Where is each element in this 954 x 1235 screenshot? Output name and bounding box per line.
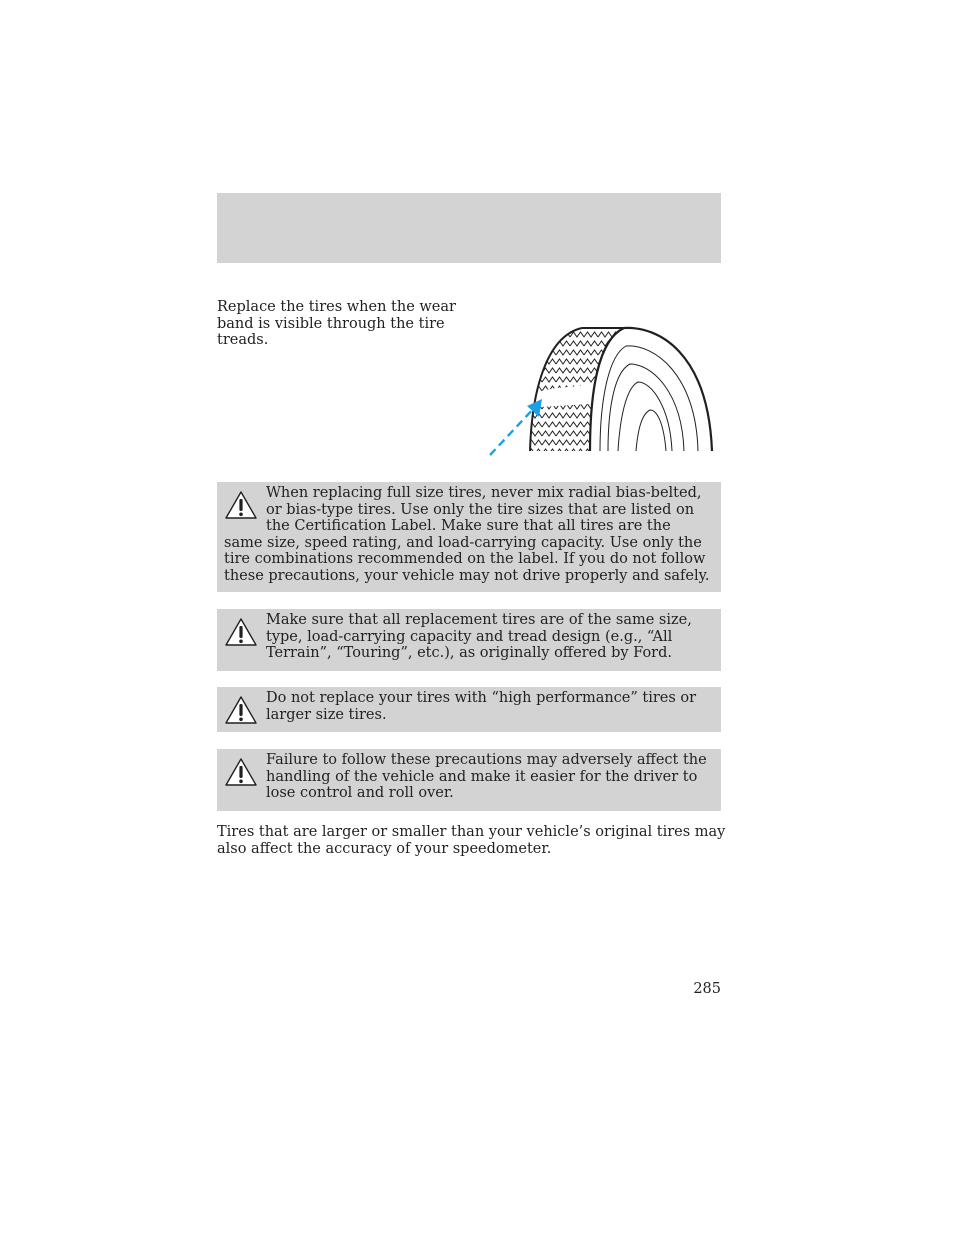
warning-text: Make sure that all replacement tires are of the same size, type, load-carrying capacity and tread design (e.g., “All Terrain”, “Touring”, etc.), as originally offered by Ford. [266, 612, 692, 662]
closing-paragraph: Tires that are larger or smaller than your vehicle’s original tires may also affect the accuracy of your speedometer. [217, 824, 726, 857]
page-number: 285 [693, 981, 721, 997]
warning-triangle-icon [224, 757, 258, 787]
warning-box-tire-mixing [217, 482, 721, 592]
intro-paragraph: Replace the tires when the wear band is visible through the tire treads. [217, 299, 456, 349]
warning-text: Do not replace your tires with “high performance” tires or larger size tires. [266, 690, 697, 723]
warning-box-high-performance [217, 687, 721, 732]
tire-wear-band-illustration [486, 322, 718, 458]
warning-box-handling [217, 749, 721, 811]
warning-triangle-icon [224, 617, 258, 647]
section-header-band [217, 193, 721, 263]
warning-triangle-icon [224, 490, 258, 520]
warning-triangle-icon [224, 695, 258, 725]
warning-box-replacement-spec [217, 609, 721, 671]
warning-text: When replacing full size tires, never mix radial bias-belted, or bias-type tires. Use only the tire sizes that are listed on the Certification Label. Make sure that all tires are the same size, speed rating, and load-carrying capacity. Use only the tire combinations recommended on the label. If you do not follow these precautions, your vehicle may not drive properly and safely. [224, 485, 710, 584]
warning-text: Failure to follow these precautions may adversely affect the handling of the vehicle and make it easier for the driver to lose control and roll over. [266, 752, 707, 802]
